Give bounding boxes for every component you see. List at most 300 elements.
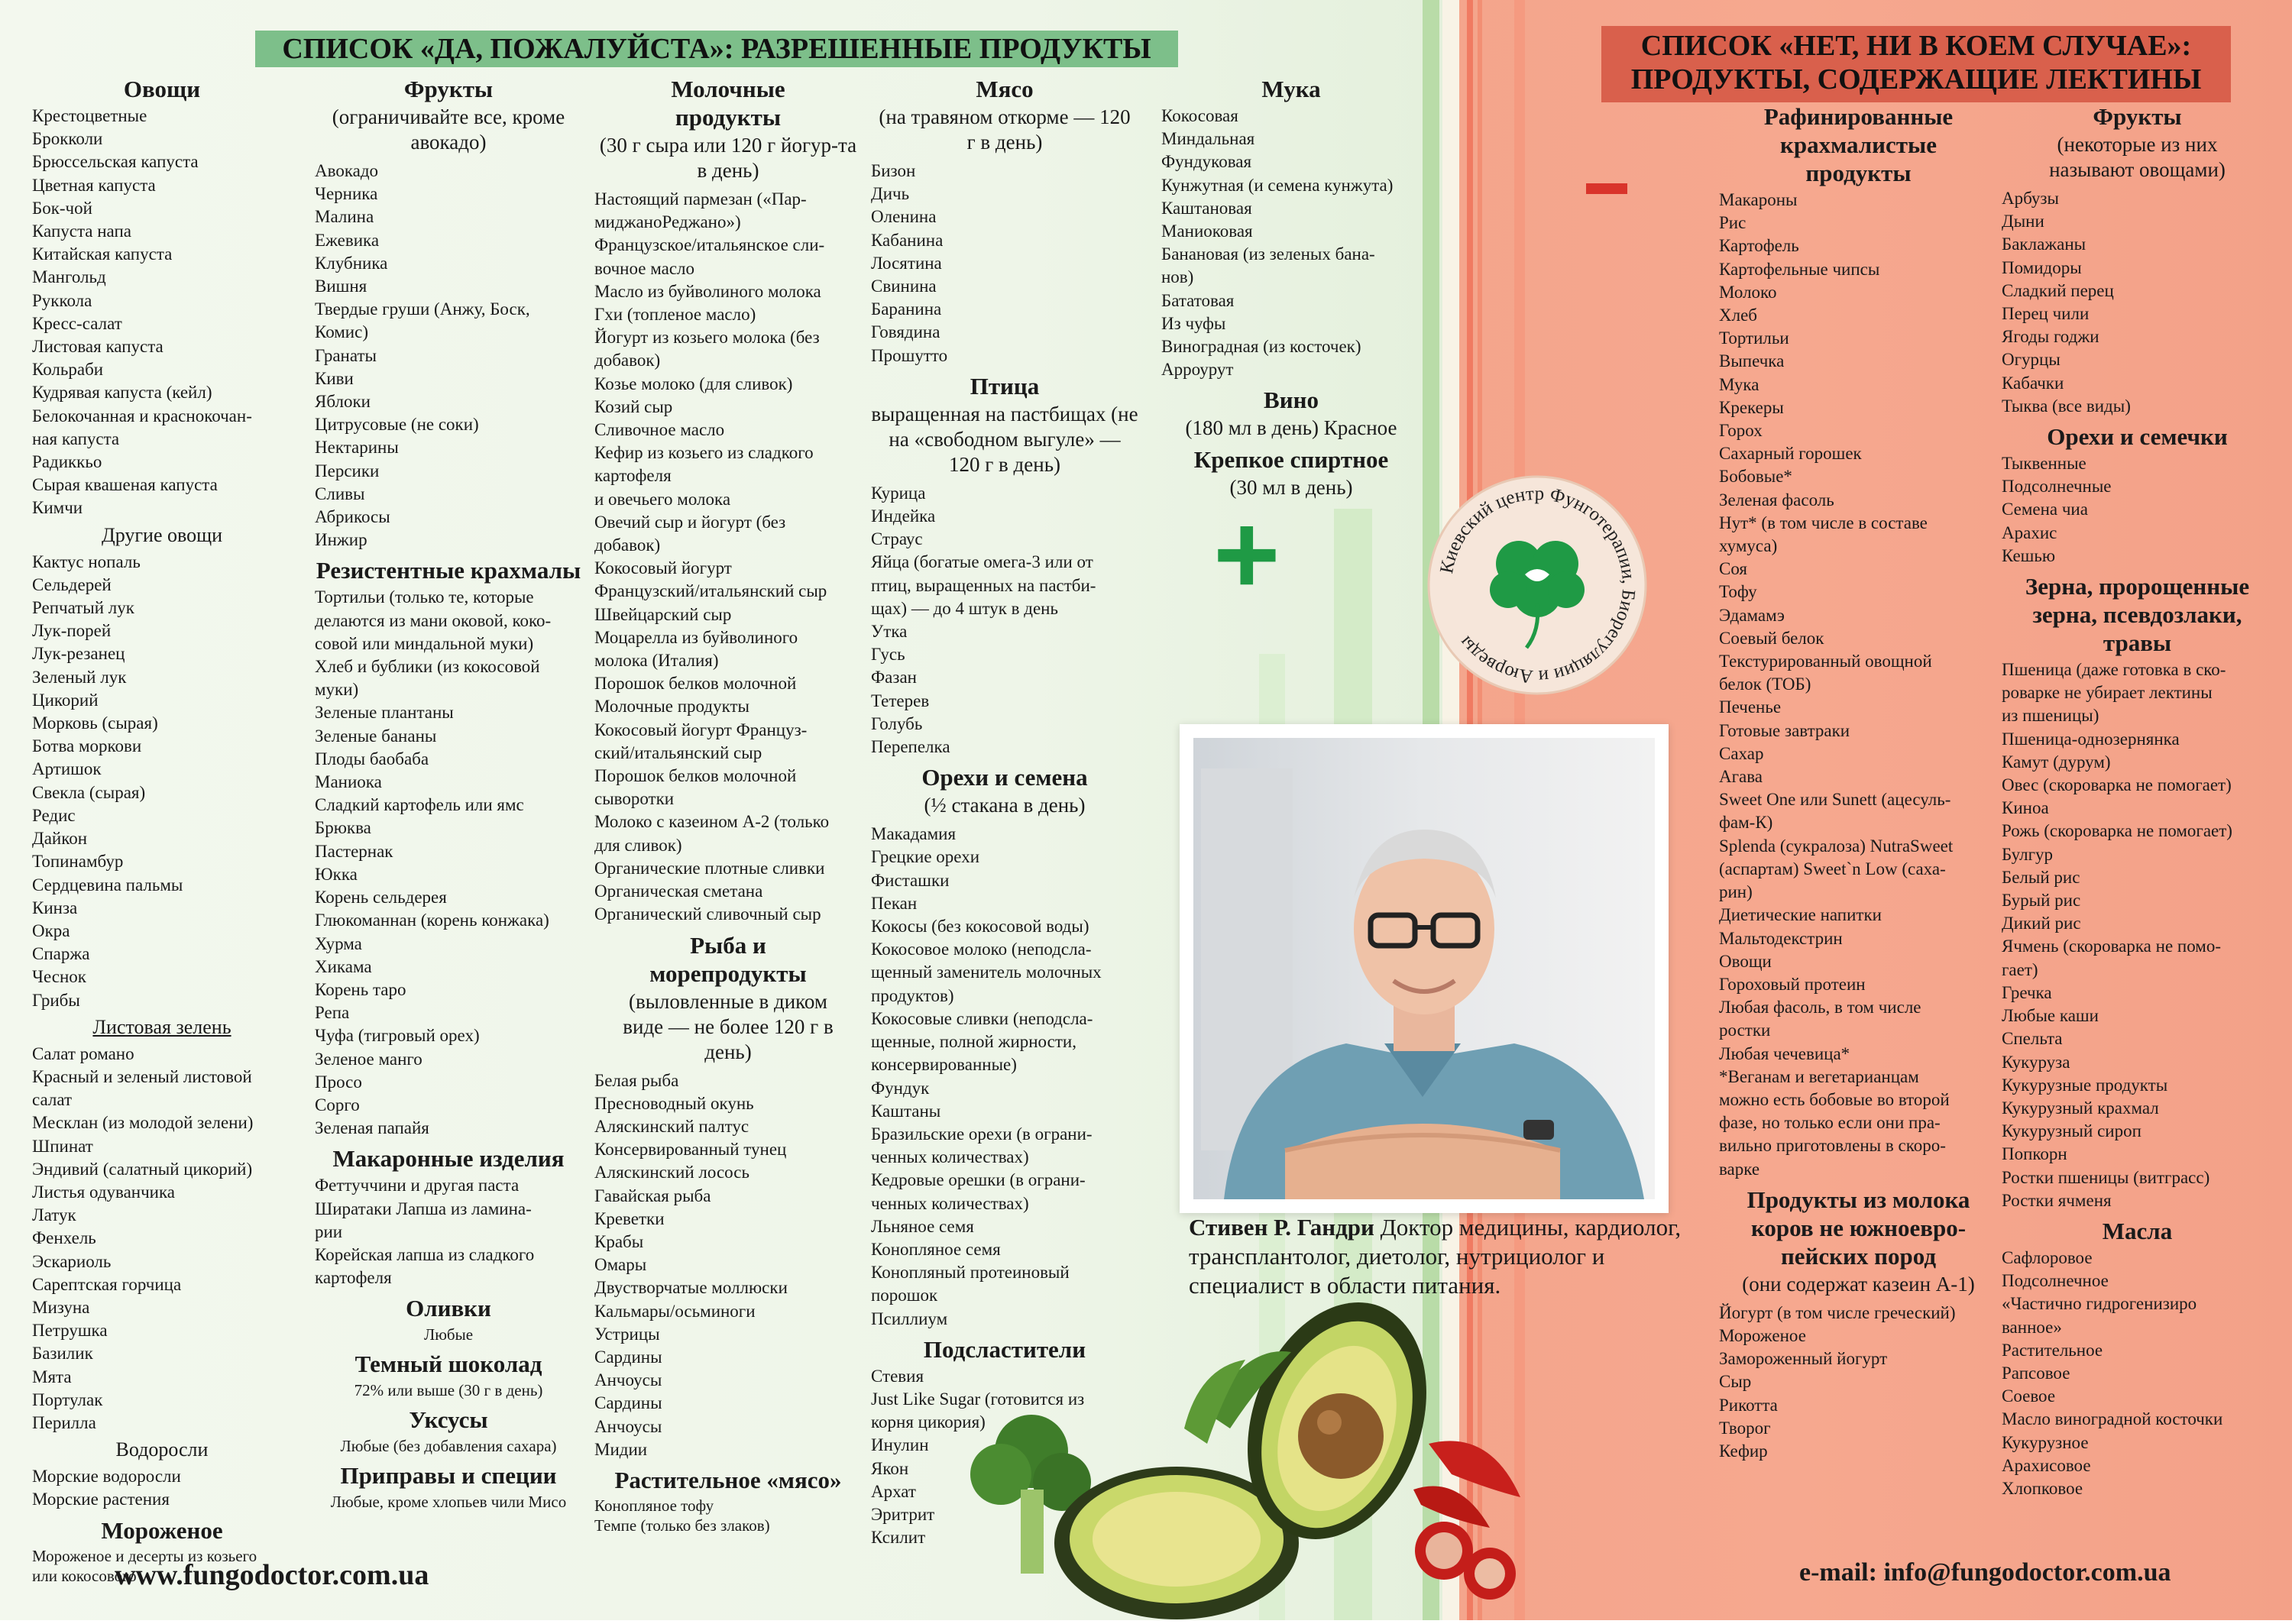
list-item: вильно приготовлены в скоро- xyxy=(1719,1136,1946,1156)
section-subtitle: (180 мл в день) Красное xyxy=(1185,416,1397,440)
list-item: Репчатый лук xyxy=(32,598,134,618)
list-item: Зеленое манго xyxy=(315,1049,422,1069)
pasta-list xyxy=(315,1174,582,1289)
list-item: Кукурузные продукты xyxy=(2002,1075,2168,1095)
section-title: Макаронные изделия xyxy=(332,1145,565,1173)
list-item: Курица xyxy=(871,483,926,503)
list-item: Феттуччини и другая паста xyxy=(315,1176,520,1195)
list-item: Французский/итальянский сыр xyxy=(594,581,827,601)
section-title: Фрукты xyxy=(403,76,494,102)
list-item: Кукурузный крахмал xyxy=(2002,1098,2159,1118)
list-item: Белокочанная и краснокочан- xyxy=(32,406,252,425)
list-item: для сливок) xyxy=(594,835,682,855)
list-item: Фенхель xyxy=(32,1228,96,1248)
list-item: Нектарины xyxy=(315,438,399,458)
list-item: Якон xyxy=(871,1458,909,1478)
list-item: Аляскинский палтус xyxy=(594,1116,749,1136)
list-item: ванное» xyxy=(2002,1317,2062,1337)
list-item: Кефир xyxy=(1719,1441,1768,1461)
list-item: Кокосовый йогурт Француз- xyxy=(594,720,808,739)
list-item: добавок) xyxy=(594,535,661,555)
list-item: Белая рыба xyxy=(594,1070,679,1090)
list-item: Попкорн xyxy=(2002,1144,2067,1164)
list-item: Пшеница (даже готовка в ско- xyxy=(2002,660,2226,680)
list-item: Органический сливочный сыр xyxy=(594,904,821,924)
list-item: Печенье xyxy=(1719,697,1782,717)
list-item: Любая чечевица* xyxy=(1719,1043,1850,1063)
list-item: Кокосовые сливки (неподсла- xyxy=(871,1008,1093,1028)
subsection-title: Листовая зелень xyxy=(92,1015,231,1038)
list-item: Двустворчатые моллюски xyxy=(594,1278,788,1298)
minus-icon xyxy=(1586,183,1627,194)
list-item: Сафлоровое xyxy=(2002,1247,2093,1267)
list-item: Кудрявая капуста (кейл) xyxy=(32,383,212,403)
section-subtitle: (ограничивайте все, кроме авокадо) xyxy=(332,105,565,154)
list-item: Кокосовый йогурт xyxy=(594,558,732,578)
list-item: Корень сельдерея xyxy=(315,888,447,907)
list-item: Маниоковая xyxy=(1161,222,1253,241)
section-title: Молочные продукты xyxy=(671,76,785,131)
list-item: Сладкий перец xyxy=(2002,280,2114,300)
list-item: Любая фасоль, в том числе xyxy=(1719,998,1921,1017)
list-item: порошок xyxy=(871,1286,938,1305)
list-item: фам-К) xyxy=(1719,813,1773,833)
subsection-title: Водоросли xyxy=(115,1438,209,1461)
list-item: салат xyxy=(32,1090,73,1110)
list-item: Растительное xyxy=(2002,1340,2103,1360)
section-title: Подсластители xyxy=(923,1335,1086,1363)
list-item: Ежевика xyxy=(315,230,380,250)
list-item: Органические плотные сливки xyxy=(594,858,825,878)
list-item: Ягоды годжи xyxy=(2002,327,2099,347)
nightshade-fruits-list xyxy=(2002,187,2273,418)
list-item: Рапсовое xyxy=(2002,1363,2070,1383)
list-item: Подсолнечное xyxy=(2002,1271,2109,1291)
list-item: Арахисовое xyxy=(2002,1455,2091,1475)
list-item: Шпинат xyxy=(32,1136,93,1156)
list-item: Лук-резанец xyxy=(32,644,125,664)
list-item: ский/итальянский сыр xyxy=(594,742,762,762)
list-item: Масло виноградной косточки xyxy=(2002,1409,2223,1429)
list-item: Инулин xyxy=(871,1435,929,1455)
list-item: Козий сыр xyxy=(594,396,673,416)
list-item: Кукуруза xyxy=(2002,1052,2070,1072)
list-item: Выпечка xyxy=(1719,351,1785,371)
list-item: Сарептская горчица xyxy=(32,1274,182,1294)
list-item: рии xyxy=(315,1221,343,1241)
list-item: Виноградная (из косточек) xyxy=(1161,337,1361,357)
allowed-list-title: СПИСОК «ДА, ПОЖАЛУЙСТА»: РАЗРЕШЕННЫЕ ПРОДУКТЫ xyxy=(255,31,1178,67)
section-title: Резистентные крахмалы xyxy=(316,557,581,584)
list-item: Соевый белок xyxy=(1719,628,1824,648)
list-item: Красный и зеленый листовой xyxy=(32,1066,252,1086)
list-item: Киви xyxy=(315,368,354,388)
list-item: Огурцы xyxy=(2002,350,2061,370)
list-item: Крекеры xyxy=(1719,397,1784,417)
list-item: Мята xyxy=(32,1367,72,1386)
list-item: Морские водоросли xyxy=(32,1467,181,1487)
list-item: Порошок белков молочной xyxy=(594,766,797,786)
list-item: Макароны xyxy=(1719,190,1798,209)
fruits-list xyxy=(315,160,582,552)
section-title: Орехи и семена xyxy=(921,764,1088,791)
list-item: продуктов) xyxy=(871,985,954,1005)
list-item: Перилла xyxy=(32,1412,96,1432)
column-forbidden-fruits xyxy=(2002,98,2273,1500)
list-item: Кабачки xyxy=(2002,373,2064,393)
list-item: Картофель xyxy=(1719,236,1799,256)
column-dairy xyxy=(594,70,862,1535)
list-item: Кимчи xyxy=(32,498,83,518)
oils-list xyxy=(2002,1247,2273,1500)
list-item: Молоко с казеином А-2 (только xyxy=(594,812,830,832)
list-item: Just Like Sugar (готовится из xyxy=(871,1389,1085,1409)
food-illustration xyxy=(955,1299,1528,1620)
list-item: Кедровые орешки (в ограни- xyxy=(871,1170,1086,1190)
list-item: Бобовые* xyxy=(1719,467,1792,487)
list-item: Тортильи (только те, которые xyxy=(315,587,534,607)
section-subtitle: (некоторые из них называют овощами) xyxy=(2049,133,2226,181)
list-item: Анчоусы xyxy=(594,1370,662,1390)
list-item: Пекан xyxy=(871,893,918,913)
list-item: Зеленая фасоль xyxy=(1719,490,1834,510)
list-item: Замороженный йогурт xyxy=(1719,1349,1888,1369)
section-title: Уксусы xyxy=(409,1406,488,1434)
list-item: Чеснок xyxy=(32,967,86,987)
list-item: Макадамия xyxy=(871,824,957,844)
section-subtitle: (30 г сыра или 120 г йогур-та в день) xyxy=(599,134,857,182)
list-item: Чуфа (тигровый орех) xyxy=(315,1026,480,1046)
list-item: Утка xyxy=(871,622,908,642)
list-item: Просо xyxy=(315,1072,362,1092)
list-item: Кешью xyxy=(2002,545,2056,565)
list-item: Эритрит xyxy=(871,1504,935,1524)
doctor-photo xyxy=(1180,724,1669,1213)
list-item: Репа xyxy=(315,1003,350,1023)
list-item: Свинина xyxy=(871,277,937,296)
list-item: Петрушка xyxy=(32,1321,108,1341)
list-item: Ширатаки Лапша из ламина- xyxy=(315,1199,532,1218)
subsection-title: Другие овощи xyxy=(101,523,223,546)
list-item: Цикорий xyxy=(32,690,99,710)
list-item: Мидии xyxy=(594,1439,648,1459)
list-item: (аспартам) Sweet`n Low (саха- xyxy=(1719,859,1946,878)
list-item: Морские растения xyxy=(32,1490,170,1509)
list-item: Гранаты xyxy=(315,345,377,365)
list-item: Яблоки xyxy=(315,392,371,412)
list-item: Сардины xyxy=(594,1347,662,1367)
list-item: Кальмары/осьминоги xyxy=(594,1301,756,1321)
section-subtitle: выращенная на пастбищах (не на «свободном выгуле» — 120 г в день) xyxy=(871,402,1138,476)
list-item: Кресс-салат xyxy=(32,313,122,333)
list-item: Листовая капуста xyxy=(32,337,163,357)
list-item: Радиккьо xyxy=(32,452,102,472)
section-title: Рыба и морепродукты xyxy=(649,931,807,987)
list-item: Конопляное тофу xyxy=(594,1496,714,1515)
list-item: Творог xyxy=(1719,1418,1771,1438)
list-item: Дыни xyxy=(2002,212,2044,231)
list-item: Юкка xyxy=(315,864,358,884)
chili-pepper-icon xyxy=(1413,1441,1520,1600)
list-item: Цитрусовые (не соки) xyxy=(315,415,479,435)
list-item: Овечий сыр и йогурт (без xyxy=(594,512,786,532)
list-item: Масло из буйволиного молока xyxy=(594,281,821,301)
list-item: совой или миндальной муки) xyxy=(315,633,534,653)
list-item: Органическая сметана xyxy=(594,882,763,901)
list-item: Лук-порей xyxy=(32,621,112,641)
list-item: Зеленые плантаны xyxy=(315,703,454,723)
list-item: Аляскинский лосось xyxy=(594,1163,749,1182)
section-title: Темный шоколад xyxy=(354,1351,542,1378)
list-item: Сардины xyxy=(594,1393,662,1413)
list-item: Овощи xyxy=(1719,951,1772,971)
list-item: Мороженое и десерты из козьего xyxy=(32,1546,257,1565)
list-item: Гороховый протеин xyxy=(1719,974,1866,994)
list-item: Фазан xyxy=(871,668,917,687)
vegetables-list xyxy=(32,105,292,520)
list-item: Гусь xyxy=(871,645,905,665)
list-item: Глюкоманнан (корень конжака) xyxy=(315,911,549,930)
list-item: Яйца (богатые омега-3 или от xyxy=(871,552,1093,572)
list-item: Кунжутная (и семена кунжута) xyxy=(1161,175,1394,195)
list-item: можно есть бобовые во второй xyxy=(1719,1089,1950,1109)
list-item: Свекла (сырая) xyxy=(32,782,146,802)
list-item: Клубника xyxy=(315,253,388,273)
meat-list xyxy=(871,160,1138,367)
list-item: Кинза xyxy=(32,898,78,917)
list-item: Анчоусы xyxy=(594,1416,662,1436)
list-item: Черника xyxy=(315,184,378,204)
section-title: Продукты из молока коров не южноевро-пейских пород xyxy=(1747,1186,1970,1270)
list-item: Белый рис xyxy=(2002,867,2080,887)
list-item: Сорго xyxy=(315,1095,360,1114)
list-item: Персики xyxy=(315,461,380,480)
list-item: Настоящий пармезан («Пар- xyxy=(594,189,807,209)
section-title: Приправы и специи xyxy=(340,1462,557,1490)
list-item: Зеленый лук xyxy=(32,667,127,687)
list-item: щах) — до 4 штук в день xyxy=(871,598,1058,618)
list-item: щенные, полной жирности, xyxy=(871,1032,1076,1052)
leafy-greens-list xyxy=(32,1043,292,1435)
list-item: Семена чиа xyxy=(2002,500,2088,519)
doctor-bio xyxy=(1189,1213,1693,1300)
forbidden-nuts-list xyxy=(2002,452,2273,568)
list-item: Твердые груши (Анжу, Боск, xyxy=(315,299,530,319)
list-item: Порошок белков молочной xyxy=(594,674,797,694)
list-item: Подсолнечные xyxy=(2002,477,2112,497)
section-title: Птица xyxy=(970,372,1040,400)
list-item: Помидоры xyxy=(2002,257,2082,277)
section-subtitle: (они содержат казеин А-1) xyxy=(1742,1272,1975,1296)
section-title: Фрукты xyxy=(2093,103,2182,130)
list-item: Дикий рис xyxy=(2002,914,2081,933)
list-item: Текстурированный овощной xyxy=(1719,652,1932,671)
other-vegetables-list xyxy=(32,551,292,1012)
list-item: Брокколи xyxy=(32,129,103,149)
list-item: муки) xyxy=(315,680,359,700)
list-item: Портулак xyxy=(32,1389,103,1409)
list-item: Зеленые бананы xyxy=(315,726,437,746)
list-item: Редис xyxy=(32,805,76,825)
list-item: Камут (дурум) xyxy=(2002,752,2111,772)
list-item: Пшеница-однозернянка xyxy=(2002,729,2180,749)
list-item: Конопляный протеиновый xyxy=(871,1263,1070,1283)
list-item: Арахис xyxy=(2002,522,2057,542)
section-note: Любые, кроме хлопьев чили Мисо xyxy=(330,1493,567,1512)
section-note: Любые (без добавления сахара) xyxy=(340,1437,557,1456)
refined-starch-list xyxy=(1719,189,1998,1181)
list-item: и овечьего молока xyxy=(594,489,731,509)
list-item: Сливочное масло xyxy=(594,420,725,440)
list-item: добавок) xyxy=(594,351,661,370)
list-item: Артишок xyxy=(32,759,102,779)
list-item: Консервированный тунец xyxy=(594,1140,787,1160)
plant-meat-list xyxy=(594,1496,862,1535)
column-flour xyxy=(1161,70,1421,505)
list-item: Рикотта xyxy=(1719,1395,1778,1415)
list-item: Баклажаны xyxy=(2002,235,2086,254)
dairy-list xyxy=(594,188,862,927)
list-item: Кокосовое молоко (неподсла- xyxy=(871,940,1092,959)
list-item: Брюква xyxy=(315,818,371,838)
list-item: картофеля xyxy=(315,1268,392,1288)
list-item: Топинамбур xyxy=(32,852,124,872)
list-item: Фисташки xyxy=(871,870,950,890)
list-item: Моцарелла из буйволиного xyxy=(594,627,798,647)
list-item: Корень таро xyxy=(315,979,406,999)
list-item: белок (ТОБ) xyxy=(1719,675,1811,694)
list-item: Страус xyxy=(871,529,923,549)
list-item: Оленина xyxy=(871,207,937,227)
list-item: корня цикория) xyxy=(871,1412,986,1432)
list-item: Цветная капуста xyxy=(32,175,156,195)
list-item: Грибы xyxy=(32,990,80,1010)
list-item: Баранина xyxy=(871,299,942,319)
list-item: Сливы xyxy=(315,484,365,503)
section-subtitle: (½ стакана в день) xyxy=(924,794,1086,817)
list-item: птиц, выращенных на пастби- xyxy=(871,575,1096,595)
list-item: Псиллиум xyxy=(871,1309,948,1328)
list-item: Гхи (топленое масло) xyxy=(594,305,756,325)
section-subtitle: (на травяном откорме — 120 г в день) xyxy=(879,105,1131,154)
list-item: фазе, но только если они пра- xyxy=(1719,1113,1941,1133)
list-item: делаются из мани оковой, коко- xyxy=(315,610,552,630)
list-item: Горох xyxy=(1719,421,1763,441)
list-item: Французское/итальянское сли- xyxy=(594,235,825,255)
section-title: Вино xyxy=(1264,387,1319,414)
list-item: Сельдерей xyxy=(32,574,112,594)
list-item: Соя xyxy=(1719,559,1747,579)
list-item: Тыква (все виды) xyxy=(2002,396,2131,416)
list-item: Кольраби xyxy=(32,360,104,380)
email-link[interactable]: e-mail: info@fungodoctor.com.ua xyxy=(1799,1558,2171,1587)
list-item: Тыквенные xyxy=(2002,454,2086,474)
list-item: Рожь (скороварка не помогает) xyxy=(2002,821,2232,841)
list-item: Конопляное семя xyxy=(871,1239,1001,1259)
list-item: Брюссельская капуста xyxy=(32,152,199,172)
list-item: Мизуна xyxy=(32,1297,90,1317)
list-item: Гречка xyxy=(2002,982,2052,1002)
seaweed-list xyxy=(32,1465,292,1511)
section-note: Любые xyxy=(423,1325,474,1344)
cow-milk-list xyxy=(1719,1302,1998,1463)
list-item: Банановая (из зеленых бана- xyxy=(1161,244,1375,264)
list-item: Молоко xyxy=(1719,282,1777,302)
list-item: Ксилит xyxy=(871,1528,926,1548)
list-item: Эдамамэ xyxy=(1719,605,1785,625)
list-item: Дичь xyxy=(871,184,910,204)
list-item: Сахар xyxy=(1719,743,1764,763)
list-item: Молочные продукты xyxy=(594,697,749,717)
list-item: Устрицы xyxy=(594,1324,660,1344)
list-item: Креветки xyxy=(594,1208,665,1228)
list-item: Базилик xyxy=(32,1344,93,1364)
list-item: Бизон xyxy=(871,161,916,180)
list-item: Омары xyxy=(594,1255,647,1275)
list-item: Мальтодекстрин xyxy=(1719,928,1843,948)
list-item: Пресноводный окунь xyxy=(594,1093,754,1113)
list-item: Перец чили xyxy=(2002,304,2090,324)
list-item: Швейцарский сыр xyxy=(594,604,732,624)
list-item: молока (Италия) xyxy=(594,651,719,671)
list-item: Тортильи xyxy=(1719,328,1789,348)
list-item: Лосятина xyxy=(871,253,942,273)
list-item: Бурый рис xyxy=(2002,891,2081,911)
list-item: Салат романо xyxy=(32,1043,134,1063)
list-item: Хикама xyxy=(315,956,372,976)
list-item: Sweet One или Sunett (ацесуль- xyxy=(1719,790,1951,810)
list-item: ченных количествах) xyxy=(871,1147,1029,1167)
section-subtitle: (30 мл в день) xyxy=(1229,476,1353,500)
list-item: Хлеб и бублики (из кокосовой xyxy=(315,657,540,677)
list-item: ченных количествах) xyxy=(871,1193,1029,1213)
list-item: Латук xyxy=(32,1205,76,1225)
list-item: Комис) xyxy=(315,322,368,342)
list-item: Прошутто xyxy=(871,345,948,365)
list-item: Листья одуванчика xyxy=(32,1182,176,1202)
list-item: Кокосовая xyxy=(1161,106,1238,125)
list-item: Кукурузный сироп xyxy=(2002,1121,2141,1141)
list-item: Хлеб xyxy=(1719,306,1757,325)
list-item: Корейская лапша из сладкого xyxy=(315,1244,535,1264)
list-item: Из чуфы xyxy=(1161,313,1226,333)
website-link[interactable]: www.fungodoctor.com.ua xyxy=(115,1559,429,1591)
list-item: Ростки ячменя xyxy=(2002,1190,2112,1210)
list-item: Йогурт из козьего молока (без xyxy=(594,328,820,348)
doctor-name: Стивен Р. Гандри xyxy=(1189,1214,1374,1241)
list-item: Бразильские орехи (в ограни- xyxy=(871,1124,1093,1144)
list-item: Гавайская рыба xyxy=(594,1186,711,1205)
list-item: Плоды баобаба xyxy=(315,749,429,768)
list-item: Окра xyxy=(32,920,70,940)
list-item: Агава xyxy=(1719,767,1763,787)
list-item: Кактус нопаль xyxy=(32,552,141,571)
list-item: Хурма xyxy=(315,933,362,953)
list-item: Грецкие орехи xyxy=(871,847,980,867)
plus-icon: + xyxy=(1213,490,1280,618)
seal-text: Киевский центр Фунготерапии, Биорегуляции и Аюрведы xyxy=(1436,483,1640,687)
list-item: Йогурт (в том числе греческий) xyxy=(1719,1302,1956,1322)
section-note: 72% или выше (30 г в день) xyxy=(354,1381,543,1400)
list-item: Спаржа xyxy=(32,944,90,964)
section-title: Оливки xyxy=(406,1295,491,1322)
list-item: Мука xyxy=(1719,374,1759,394)
list-item: Сладкий картофель или ямс xyxy=(315,795,524,815)
section-subtitle: (выловленные в диком виде — не более 120 г в день) xyxy=(623,989,834,1063)
list-item: Крестоцветные xyxy=(32,106,147,125)
list-item: гает) xyxy=(2002,959,2038,979)
nuts-list xyxy=(871,823,1138,1330)
